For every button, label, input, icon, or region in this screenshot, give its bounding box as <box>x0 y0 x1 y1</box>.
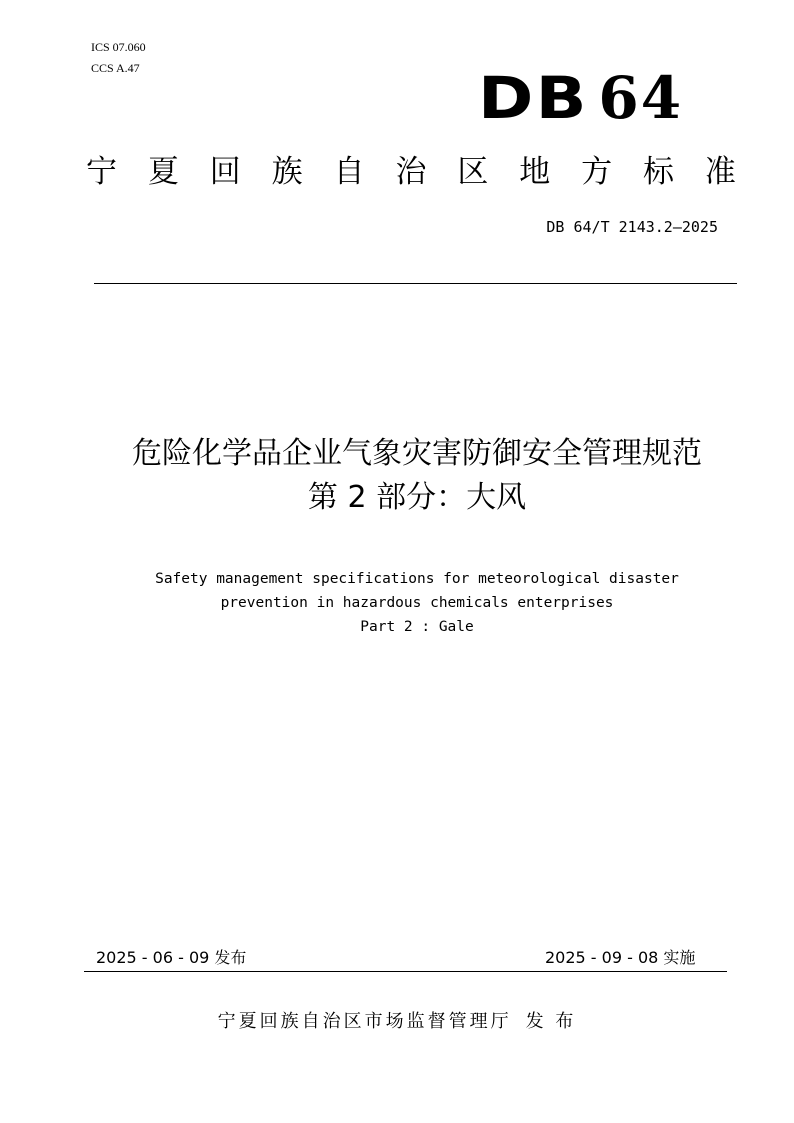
issuer <box>60 1010 734 1034</box>
standard-type-char: 治 <box>395 154 427 190</box>
standard-type-char: 地 <box>519 154 551 190</box>
publish-date: 2025 - 06 - 09 发布 <box>96 948 247 967</box>
standard-type-char: 回 <box>209 154 241 190</box>
logo-db-text: DB <box>478 64 589 132</box>
chinese-title-line: 危险化学品企业气象灾害防御安全管理规范 <box>132 436 702 471</box>
english-title-line: Part 2 : Gale <box>360 619 474 635</box>
ics-code: ICS 07.060 <box>91 40 146 54</box>
db64-logo <box>478 66 688 130</box>
standard-type-char: 自 <box>333 154 365 190</box>
standard-type-char: 夏 <box>147 154 179 190</box>
standard-number: DB 64/T 2143.2—2025 <box>546 218 718 236</box>
issuing-authority: 宁夏回族自治区市场监督管理厅 <box>217 1011 512 1032</box>
english-title-line: Safety management specifications for meteorological disaster <box>155 571 679 587</box>
logo-num-text: 64 <box>598 64 684 132</box>
chinese-title <box>60 432 774 520</box>
english-title-line: prevention in hazardous chemicals enterprises <box>220 595 614 611</box>
implement-date: 2025 - 09 - 08 实施 <box>545 948 696 967</box>
header-divider <box>94 283 737 284</box>
standard-type-char: 宁 <box>86 154 117 190</box>
footer-divider <box>84 971 727 972</box>
standard-type-char: 标 <box>643 154 675 190</box>
standard-type-char: 族 <box>271 154 303 190</box>
standard-type-heading <box>86 152 736 192</box>
standard-type-char: 方 <box>581 154 613 190</box>
issue-action: 发 布 <box>525 1011 577 1032</box>
chinese-title-line: 第 2 部分：大风 <box>307 480 527 515</box>
standard-type-char: 区 <box>457 154 489 190</box>
standard-type-char: 准 <box>704 154 736 190</box>
english-title <box>60 567 774 639</box>
ccs-code: CCS A.47 <box>91 61 140 75</box>
